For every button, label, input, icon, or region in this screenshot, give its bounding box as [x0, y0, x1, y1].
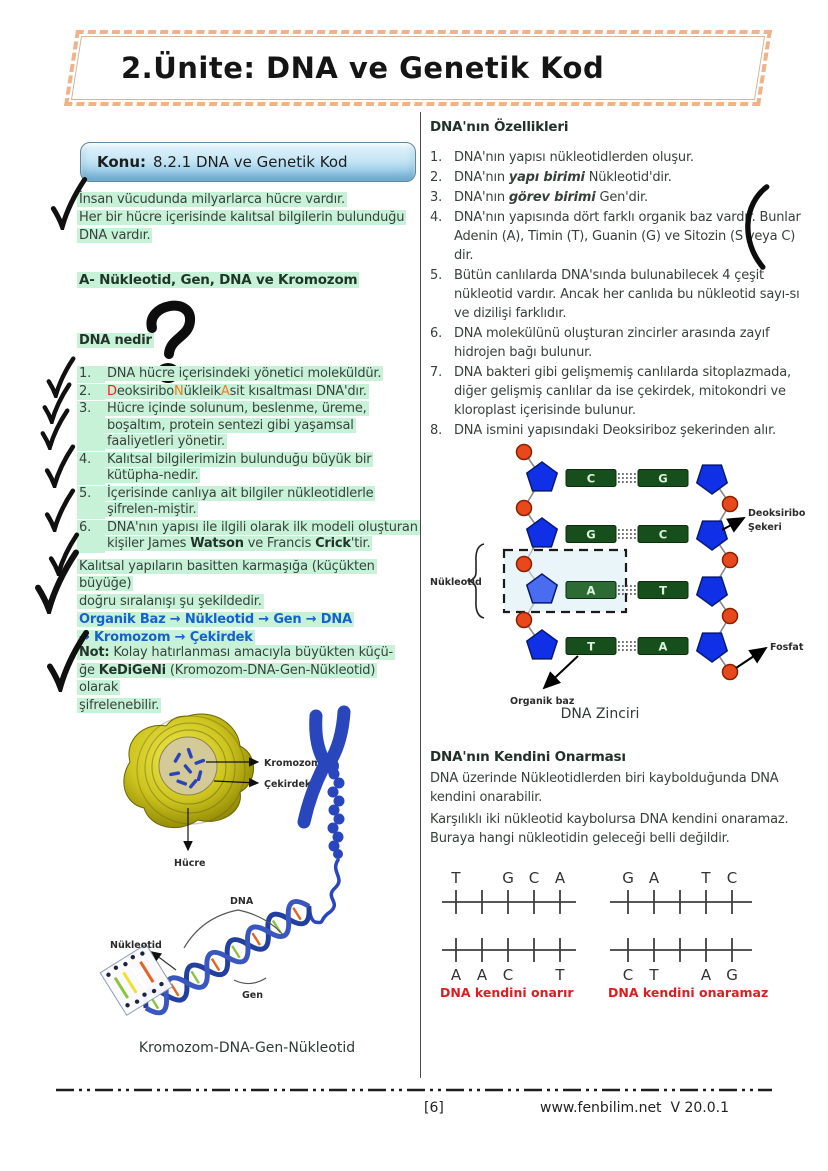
dna-label: DNA	[230, 896, 254, 907]
repair-diagrams	[432, 866, 822, 1000]
intro-line-2: Her bir hücre içerisinde kalıtsal bilgilerin bulunduğu	[79, 210, 405, 225]
svg-text:A: A	[700, 966, 712, 984]
svg-text:T: T	[587, 639, 595, 654]
footer-website: www.fenbilim.net	[540, 1100, 662, 1116]
nucleotide-block	[100, 944, 172, 1015]
repair-paragraph-2: Karşılıklı iki nükleotid kaybolursa DNA kendini onaramaz. Buraya hangi nükleotidin geleceği belli değildir.	[430, 812, 789, 846]
kromozom-label: Kromozom	[264, 758, 321, 769]
svg-text:G: G	[622, 869, 634, 887]
svg-text:G: G	[502, 869, 514, 887]
hand-bracket-icon	[733, 183, 777, 271]
checkmark-icon	[44, 444, 76, 488]
list-item: 8. DNA ismini yapısındaki Deoksiriboz şekerinden alır.	[430, 423, 776, 438]
nukleotid-label: Nükleotid	[110, 940, 162, 951]
repair-paragraph-1: DNA üzerinde Nükleotidlerden biri kaybolduğunda DNA kendini onarabilir.	[430, 771, 779, 805]
list-item: 3. Hücre içinde solunum, beslenme, üreme, boşaltım, protein sentezi gibi yaşamsal faaliyetleri yönetir.	[79, 401, 367, 449]
note-paragraph: Not: Kolay hatırlanması amacıyla büyükten küçü- ğe KeDiGeNi (Kromozom-DNA-Gen-Nükleotid) olarak şifrelenebilir.	[79, 645, 394, 713]
svg-text:A: A	[476, 966, 488, 984]
svg-text:T: T	[659, 583, 667, 598]
topic-value: 8.2.1 DNA ve Genetik Kod	[153, 153, 348, 171]
svg-text:A: A	[658, 639, 668, 654]
column-divider	[420, 112, 421, 1078]
dna-helix	[140, 896, 316, 1018]
svg-text:T: T	[555, 966, 565, 984]
svg-text:A: A	[586, 583, 596, 598]
list-item: 3. DNA'nın görev birimi Gen'dir.	[430, 190, 648, 205]
dna-chain-diagram	[428, 442, 824, 714]
checkmark-icon	[46, 628, 90, 692]
seker-label-line1: Deoksiribo	[748, 508, 806, 519]
dna-chain-caption: DNA Zinciri	[560, 706, 640, 722]
list-item: 6. DNA molekülünü oluşturan zincirler arasında zayıf hidrojen bağı bulunur.	[430, 326, 770, 360]
page-number: [6]	[424, 1100, 444, 1116]
list-item: 7. DNA bakteri gibi gelişmemiş canlılarda sitoplazmada, diğer gelişmiş canlılar da ise çekirdek, mitokondri ve kloroplast içerisinde bulunur.	[430, 365, 791, 418]
svg-text:G: G	[658, 471, 668, 486]
svg-text:C: C	[726, 869, 738, 887]
svg-text:C: C	[528, 869, 540, 887]
nucleus	[159, 737, 217, 795]
svg-text:C: C	[658, 527, 668, 542]
svg-text:A: A	[450, 966, 462, 984]
hucre-label: Hücre	[174, 858, 206, 869]
list-item: 4. Kalıtsal bilgilerimizin bulunduğu büyük bir kütüpha-nedir.	[79, 451, 372, 483]
list-item: 4. DNA'nın yapısında dört farklı organik baz vardır. Bunlar Adenin (A), Timin (T), Guanin (G) ve Sitozin (S veya C) dir.	[430, 210, 801, 263]
title-banner	[64, 30, 772, 106]
repair-caption-1: DNA kendini onarır	[440, 985, 574, 1000]
svg-text:G: G	[726, 966, 738, 984]
section-heading: A- Nükleotid, Gen, DNA ve Kromozom	[79, 272, 358, 288]
repair-heading: DNA'nın Kendini Onarması	[430, 749, 626, 765]
fosfat-label: Fosfat	[770, 642, 804, 653]
list-item: 1. DNA hücre içerisindeki yönetici moleküldür.	[79, 366, 382, 381]
checkmark-icon	[44, 488, 76, 532]
list-item: 2. DNA'nın yapı birimi Nükleotid'dir.	[430, 170, 672, 185]
list-item: 2. DeoksiriboNükleikAsit kısaltması DNA'dır.	[79, 383, 367, 399]
svg-text:C: C	[502, 966, 514, 984]
svg-text:T: T	[451, 869, 461, 887]
order-chain-line-2: → Kromozom → Çekirdek	[79, 630, 253, 645]
seker-label-line2: Şekeri	[748, 522, 782, 533]
title-banner-inner	[71, 36, 765, 100]
list-item: 5. Bütün canlılarda DNA'sında bulunabilecek 4 çeşit nükleotid vardır. Ancak her canlıda bu nükleotid sayı-sı ve dizilişi farklıdır.	[430, 268, 800, 321]
topic-label: Konu:	[97, 153, 147, 171]
list-item: 6. DNA'nın yapısı ile ilgili olarak ilk modeli oluşturan kişiler James Watson ve Francis Crick'tir.	[79, 519, 418, 551]
footer-divider	[0, 1086, 828, 1094]
repair-caption-2: DNA kendini onaramaz	[608, 985, 769, 1000]
intro-line-1: İnsan vücudunda milyarlarca hücre vardır.	[79, 192, 345, 207]
x-chromosome	[304, 712, 345, 923]
svg-text:C: C	[622, 966, 634, 984]
repair-diagram-cannot-repair	[608, 869, 768, 1000]
intro-paragraph	[77, 191, 419, 245]
topic-box	[80, 142, 416, 182]
svg-text:T: T	[701, 869, 711, 887]
properties-heading: DNA'nın Özellikleri	[430, 119, 569, 135]
repair-diagram-can-repair	[440, 869, 576, 1000]
order-chain-line-1: Organik Baz → Nükleotid → Gen → DNA	[79, 612, 352, 627]
svg-text:T: T	[649, 966, 659, 984]
footer-version: V 20.0.1	[670, 1100, 730, 1116]
footer-site	[540, 1100, 729, 1116]
cell-chromosome-dna-figure	[88, 702, 418, 1038]
dna-nedir-label: DNA nedir	[79, 333, 152, 348]
page-title: 2.Ünite: DNA ve Genetik Kod	[121, 51, 605, 85]
svg-text:C: C	[586, 471, 596, 486]
intro-line-3: DNA vardır.	[79, 228, 151, 243]
cell-figure-caption: Kromozom-DNA-Gen-Nükleotid	[138, 1040, 356, 1056]
checkmark-icon	[34, 548, 80, 614]
list-item: 5. İçerisinde canlıya ait bilgiler nükleotidlerle şifrelen-miştir.	[79, 485, 374, 517]
cekirdek-label: Çekirdek	[264, 779, 312, 790]
svg-text:A: A	[554, 869, 566, 887]
organik-baz-label: Organik baz	[510, 696, 575, 707]
svg-text:G: G	[586, 527, 596, 542]
gen-label: Gen	[242, 990, 264, 1001]
list-item: 1. DNA'nın yapısı nükleotidlerden oluşur.	[430, 150, 694, 165]
nukleotid-chain-label: Nükleotid	[430, 577, 482, 588]
dna-definition-list	[77, 366, 419, 554]
checkmark-icon	[50, 176, 88, 230]
order-paragraph: Kalıtsal yapıların basitten karmaşığa (küçükten büyüğe) doğru sıralanışı şu şekildedir. Organik Baz → Nükleotid → Gen → DNA → Kromozom → Çekirdek	[79, 559, 375, 645]
svg-text:A: A	[648, 869, 660, 887]
